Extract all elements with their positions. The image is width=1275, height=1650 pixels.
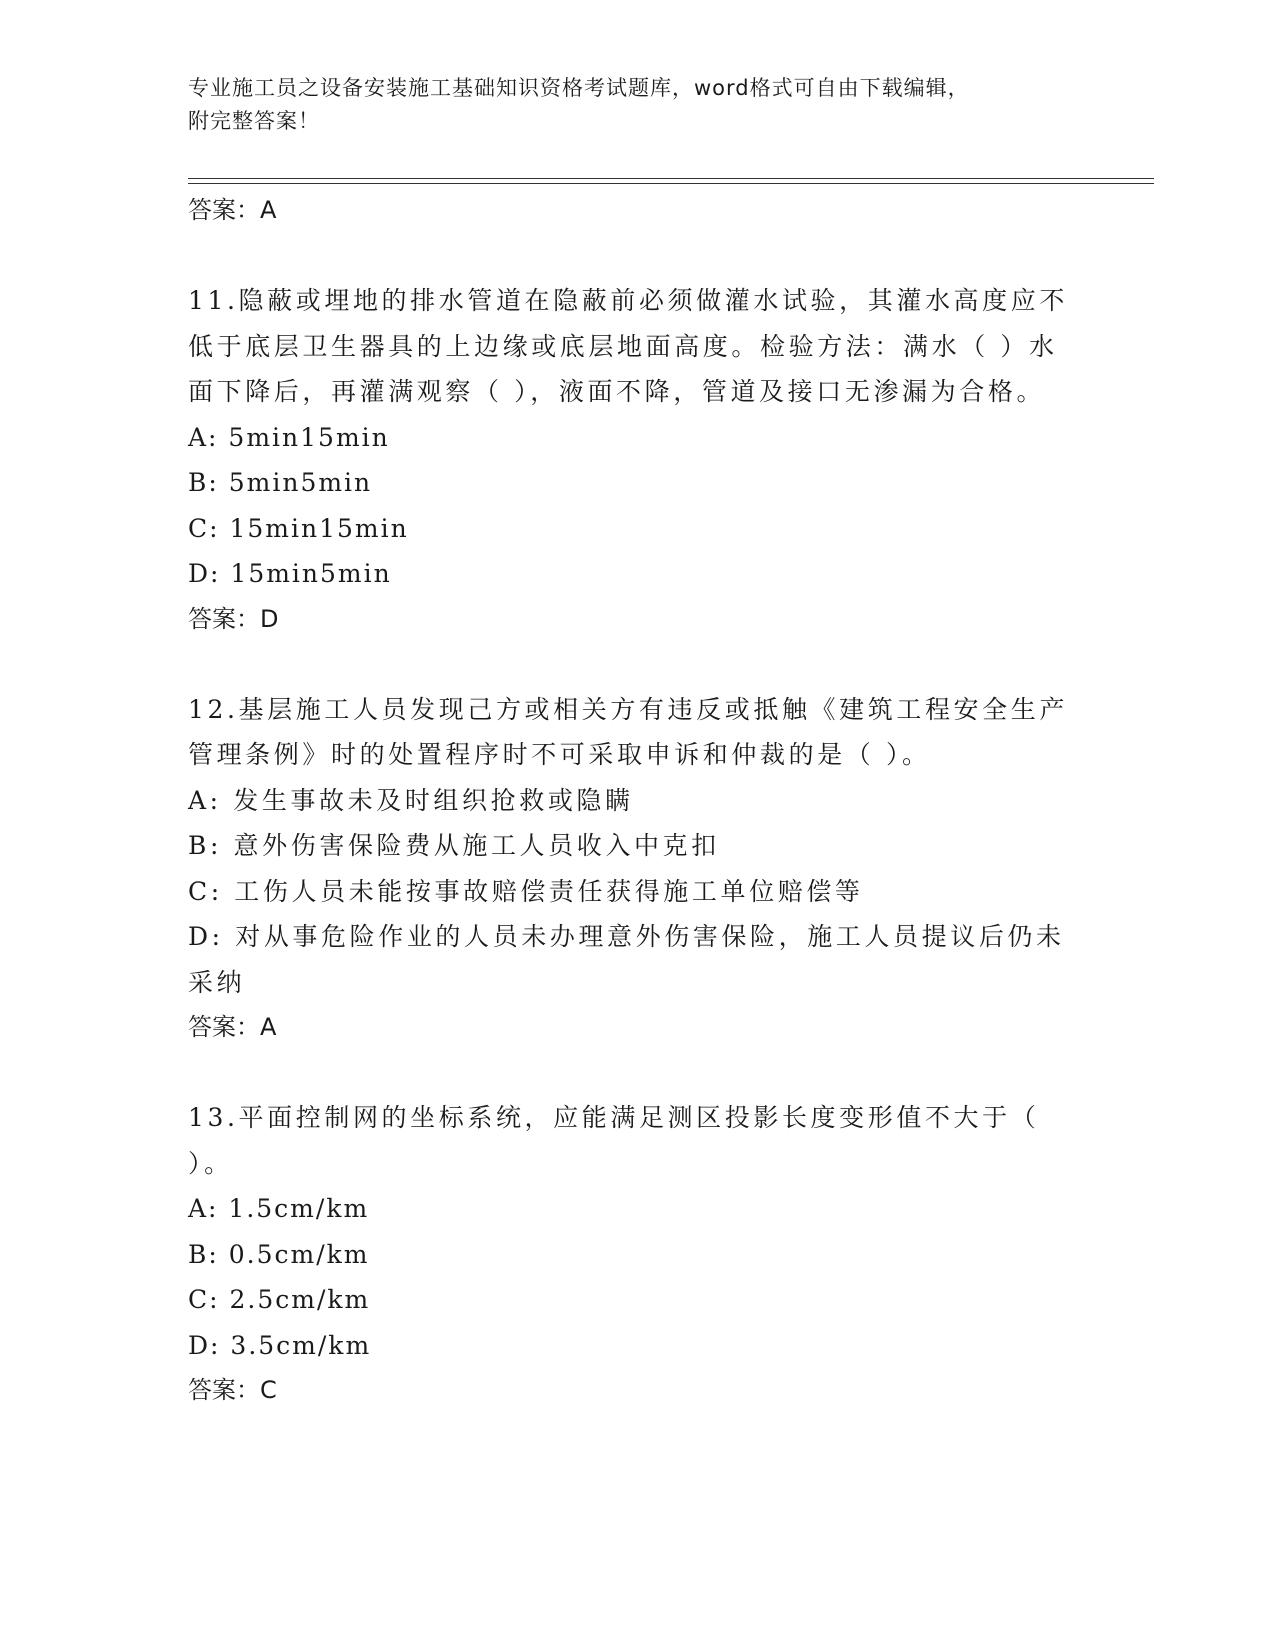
header-divider-bottom	[188, 183, 1154, 184]
option-a: A: 5min15min	[188, 422, 390, 452]
option-d: D: 3.5cm/km	[188, 1330, 372, 1360]
answer: 答案：A	[188, 1013, 277, 1041]
option-a: A: 发生事故未及时组织抢救或隐瞒	[188, 785, 634, 815]
previous-answer: 答案：A	[188, 196, 277, 224]
option-c: C: 15min15min	[188, 513, 409, 543]
header-divider-top	[188, 178, 1154, 179]
question-text: 12.基层施工人员发现己方或相关方有违反或抵触《建筑工程安全生产管理条例》时的处置程序时不可采取申诉和仲裁的是（ ）。	[188, 694, 1068, 769]
option-a: A: 1.5cm/km	[188, 1194, 370, 1223]
question-text: 11.隐蔽或埋地的排水管道在隐蔽前必须做灌水试验，其灌水高度应不低于底层卫生器具的上边缘或底层地面高度。检验方法：满水（ ）水面下降后，再灌满观察（ ），液面不降，管道及接口无渗漏为合格。	[188, 286, 1068, 406]
answer: 答案：C	[188, 1376, 277, 1404]
question-13	[188, 1095, 1088, 1413]
option-d: D: 15min5min	[188, 559, 392, 588]
question-list	[188, 188, 1088, 1413]
question-11	[188, 278, 1088, 642]
option-b: B: 5min5min	[188, 468, 373, 497]
option-c: C: 工伤人员未能按事故赔偿责任获得施工单位赔偿等	[188, 876, 864, 906]
option-d: D: 对从事危险作业的人员未办理意外伤害保险，施工人员提议后仍未采纳	[188, 922, 1065, 997]
answer: 答案：D	[188, 604, 279, 633]
document-header: 专业施工员之设备安装施工基础知识资格考试题库，word格式可自由下载编辑， 附完整答案！	[188, 76, 970, 133]
option-b: B: 0.5cm/km	[188, 1239, 370, 1269]
option-c: C: 2.5cm/km	[188, 1285, 371, 1314]
option-b: B: 意外伤害保险费从施工人员收入中克扣	[188, 831, 720, 860]
question-12	[188, 687, 1088, 1051]
question-text: 13.平面控制网的坐标系统，应能满足测区投影长度变形值不大于（ ）。	[188, 1103, 1051, 1178]
